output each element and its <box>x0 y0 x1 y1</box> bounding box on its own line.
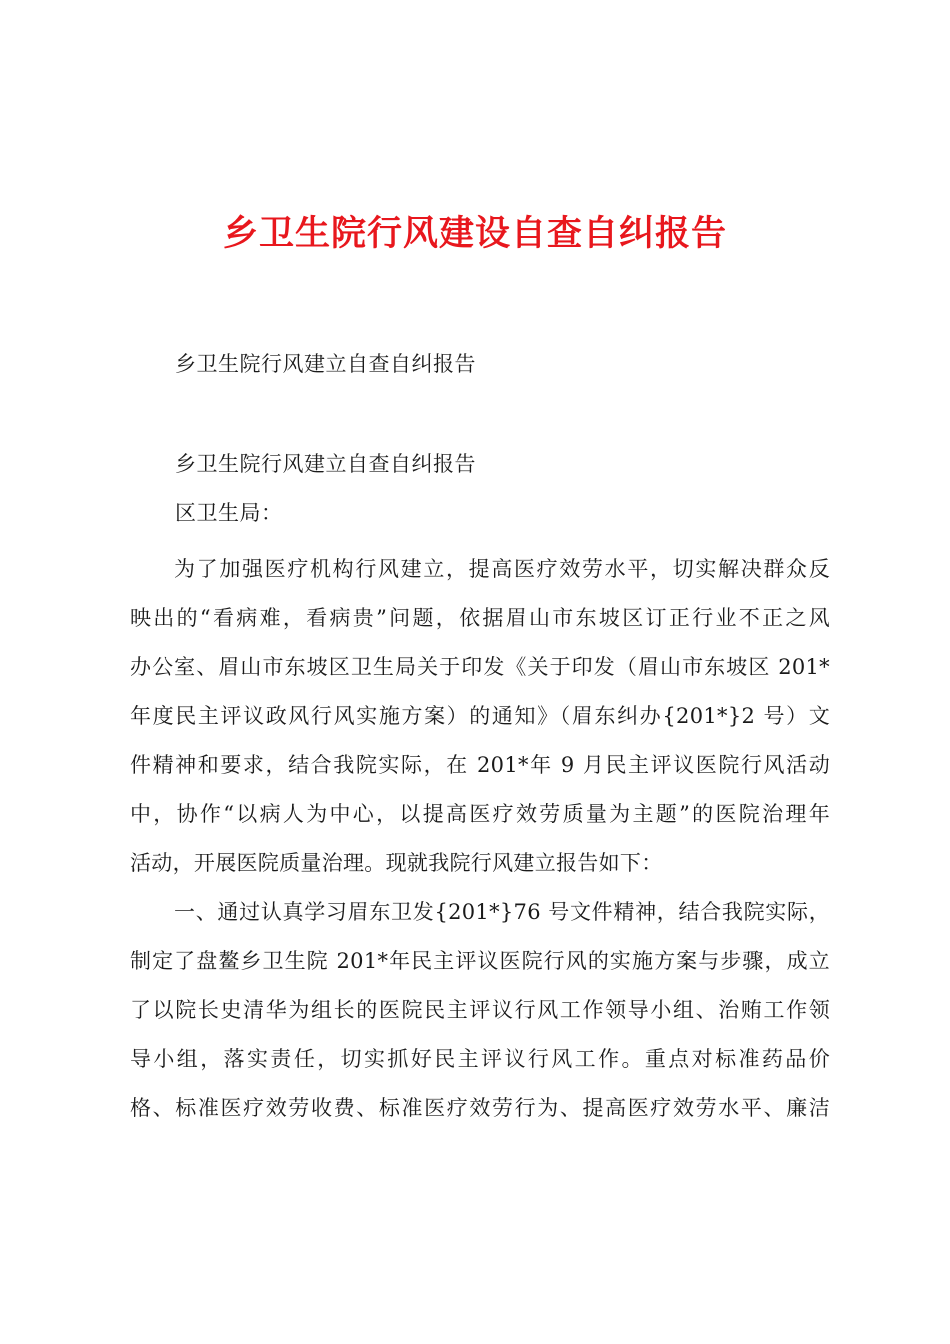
report-heading: 乡卫生院行风建立自查自纠报告 <box>175 452 476 476</box>
paragraph-2-line: 一、通过认真学习眉东卫发{201*}76 号文件精神，结合我院实际， <box>174 900 830 924</box>
paragraph-1-line: 件精神和要求，结合我院实际，在 201*年 9 月民主评议医院行风活动 <box>130 753 830 777</box>
paragraph-1-line: 年度民主评议政风行风实施方案）的通知》（眉东纠办{201*}2 号）文 <box>130 704 830 728</box>
paragraph-2-line: 导小组，落实责任，切实抓好民主评议行风工作。重点对标准药品价 <box>130 1047 830 1071</box>
greeting-line: 区卫生局： <box>175 501 283 525</box>
document-subtitle: 乡卫生院行风建立自查自纠报告 <box>175 352 476 376</box>
paragraph-1-line: 为了加强医疗机构行风建立，提高医疗效劳水平，切实解决群众反 <box>174 557 830 581</box>
paragraph-2-line: 格、标准医疗效劳收费、标准医疗效劳行为、提高医疗效劳水平、廉洁 <box>130 1096 830 1120</box>
paragraph-2-line: 了以院长史清华为组长的医院民主评议行风工作领导小组、治贿工作领 <box>130 998 830 1022</box>
paragraph-1-line: 中，协作“以病人为中心，以提高医疗效劳质量为主题”的医院治理年 <box>130 802 830 826</box>
paragraph-2-line: 制定了盘鳌乡卫生院 201*年民主评议医院行风的实施方案与步骤，成立 <box>130 949 830 973</box>
paragraph-1-line: 办公室、眉山市东坡区卫生局关于印发《关于印发（眉山市东坡区 201* <box>130 655 830 679</box>
paragraph-1-line: 活动，开展医院质量治理。现就我院行风建立报告如下： <box>130 851 663 875</box>
document-title: 乡卫生院行风建设自查自纠报告 <box>222 214 727 254</box>
body-text <box>130 545 830 1133</box>
paragraph-1-line: 映出的“看病难，看病贵”问题，依据眉山市东坡区订正行业不正之风 <box>130 606 830 630</box>
